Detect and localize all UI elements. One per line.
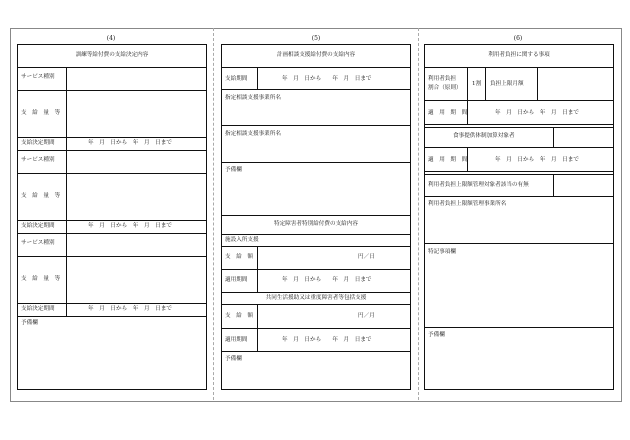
panel2-remarks: 予備欄 (225, 167, 242, 173)
cap-management-label: 利用者負担上限額管理対象者該当の有無 (428, 182, 529, 188)
special-notes-label: 特記事項欄 (428, 249, 456, 255)
amount-label-1: 支 給 量 等 (21, 110, 61, 116)
period-label-2: 支給決定期間 (21, 223, 55, 229)
amount-value-facility: 円／日 (358, 254, 375, 260)
period-value-2: 年 月 日から 年 月 日まで (88, 223, 172, 229)
panel3-title: 利用者負担に関する事項 (488, 52, 550, 58)
applicable-period-value-2: 年 月 日から 年 月 日まで (282, 337, 372, 343)
meal-addition-label: 食事提供体制加算対象者 (453, 133, 515, 139)
period-label-3: 支給決定期間 (21, 306, 55, 312)
designated-plan-office: 指定相談支援事業所名 (225, 95, 281, 101)
service-type-label-3: サービス種別 (21, 240, 55, 246)
panel1-remarks: 予備欄 (21, 320, 38, 326)
amount-value-grouphome: 円／月 (358, 313, 375, 319)
panel-plan-consultation (221, 44, 411, 390)
panel-training-benefits (17, 44, 207, 390)
applicable-period-value-1: 年 月 日から 年 月 日まで (282, 277, 372, 283)
payment-period-label: 支給期間 (225, 76, 248, 82)
applicable-period-value-b: 年 月 日から 年 月 日まで (495, 157, 579, 163)
applicable-period-label-2: 適用期間 (225, 337, 248, 343)
amount-label-3: 支 給 量 等 (21, 276, 61, 282)
applicable-period-value-a: 年 月 日から 年 月 日まで (495, 110, 579, 116)
applicable-period-label-b: 適 用 期 間 (428, 157, 468, 163)
applicable-period-label-a: 適 用 期 間 (428, 110, 468, 116)
facility-support-label: 施設入所支援 (225, 237, 259, 243)
period-value-1: 年 月 日から 年 月 日まで (88, 140, 172, 146)
panel1-title: 訓練等給付費の支給決定内容 (75, 52, 149, 58)
burden-cap-label: 負担上限月額 (490, 81, 524, 87)
fold-line-1 (213, 28, 214, 400)
amount-label-grouphome: 支 給 額 (225, 313, 253, 319)
burden-ratio-value: 1割 (472, 81, 482, 87)
applicable-period-label-1: 適用期間 (225, 277, 248, 283)
group-home-title: 共同生活援助又は重度障害者等包括支援 (265, 295, 367, 301)
service-type-label-2: サービス種別 (21, 157, 55, 163)
designated-consult-office: 指定相談支援事業所名 (225, 131, 281, 137)
amount-label-2: 支 給 量 等 (21, 193, 61, 199)
panel2-remarks-2: 予備欄 (225, 356, 242, 362)
payment-period-value: 年 月 日から 年 月 日まで (282, 76, 372, 82)
special-benefit-title: 特定障害者特別給付費の支給内容 (274, 221, 358, 227)
service-type-label-1: サービス種別 (21, 74, 55, 80)
page-number-6: (6) (513, 35, 523, 42)
burden-category-label-line2: 割合（原則） (428, 85, 462, 91)
panel2-title: 計画相談支援給付費の支給内容 (276, 52, 356, 58)
page-number-4: (4) (106, 35, 116, 42)
page-number-5: (5) (311, 35, 321, 42)
amount-label-facility: 支 給 額 (225, 254, 253, 260)
panel3-remarks: 予備欄 (428, 332, 445, 338)
period-value-3: 年 月 日から 年 月 日まで (88, 306, 172, 312)
period-label-1: 支給決定期間 (21, 140, 55, 146)
fold-line-2 (418, 28, 419, 400)
cap-office-label: 利用者負担上限額管理事業所名 (428, 201, 507, 207)
panel-user-burden (424, 44, 614, 390)
burden-category-label-line1: 利用者負担 (428, 76, 456, 82)
